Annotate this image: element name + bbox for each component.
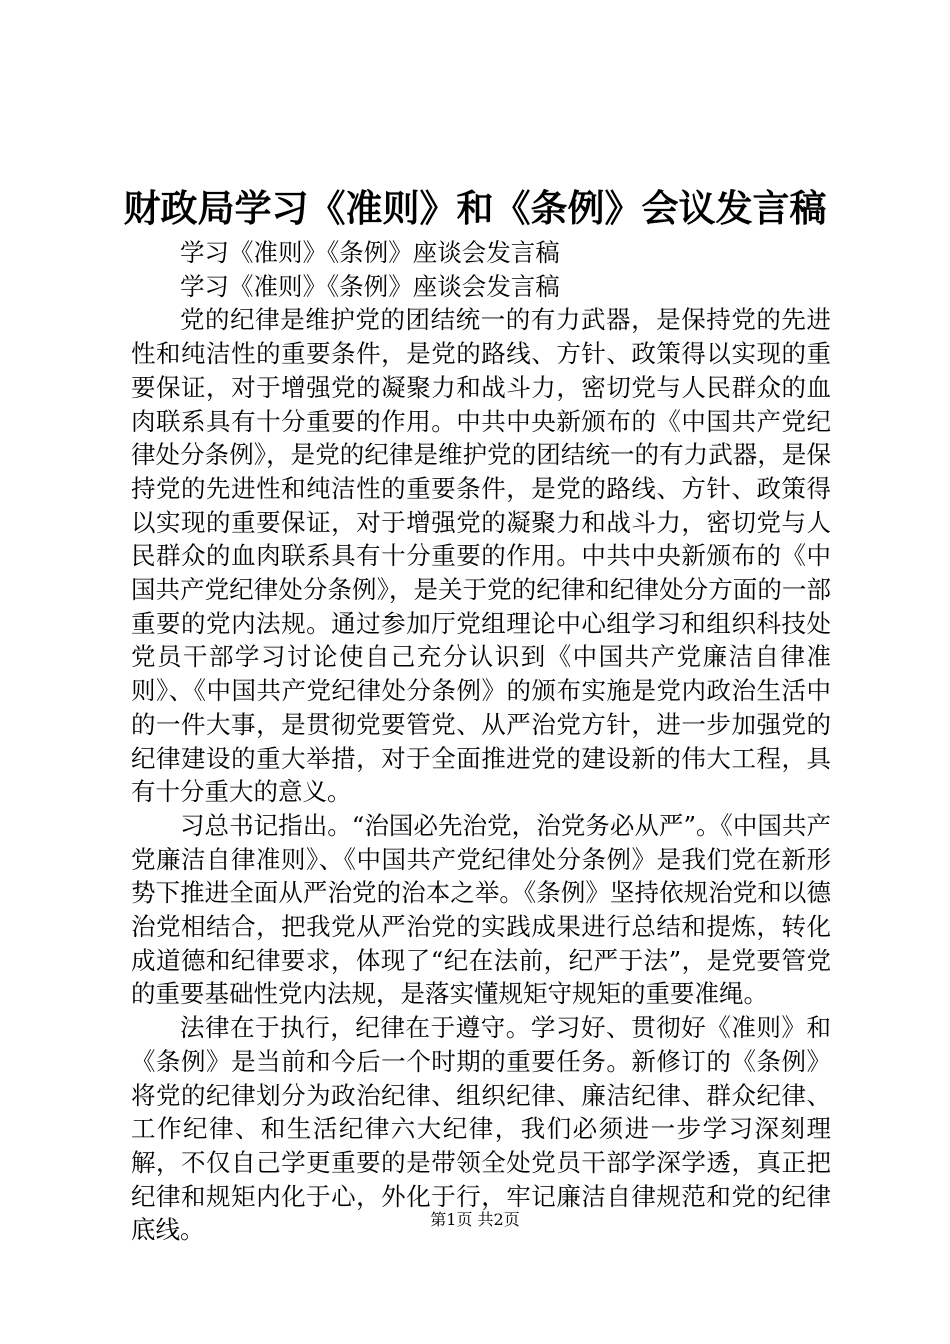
subtitle-line: 学习《准则》《条例》座谈会发言稿: [180, 238, 560, 267]
body-paragraph: 法律在于执行，纪律在于遵守。学习好、贯彻好《准则》和《条例》是当前和今后一个时期的重要任务。新修订的《条例》将党的纪律划分为政治纪律、组织纪律、廉洁纪律、群众纪律、工作纪律、和生活纪律六大纪律，我们必须进一步学习深刻理解，不仅自己学更重要的是带领全处党员干部学深学透，真正把纪律和规矩内化于心，外化于行，牢记廉洁自律规范和党的纪律底线。: [131, 1013, 831, 1245]
document-body: [131, 236, 831, 1247]
body-paragraph: 党的纪律是维护党的团结统一的有力武器，是保持党的先进性和纯洁性的重要条件，是党的路线、方针、政策得以实现的重要保证，对于增强党的凝聚力和战斗力，密切党与人民群众的血肉联系具有十分重要的作用。中共中央新颁布的《中国共产党纪律处分条例》，是党的纪律是维护党的团结统一的有力武器，是保持党的先进性和纯洁性的重要条件，是党的路线、方针、政策得以实现的重要保证，对于增强党的凝聚力和战斗力，密切党与人民群众的血肉联系具有十分重要的作用。中共中央新颁布的《中国共产党纪律处分条例》，是关于党的纪律和纪律处分方面的一部重要的党内法规。通过参加厅党组理论中心组学习和组织科技处党员干部学习讨论使自己充分认识到《中国共产党廉洁自律准则》、《中国共产党纪律处分条例》的颁布实施是党内政治生活中的一件大事，是贯彻党要管党、从严治党方针，进一步加强党的纪律建设的重大举措，对于全面推进党的建设新的伟大工程，具有十分重大的意义。: [131, 305, 831, 807]
document-title: 财政局学习《准则》和《条例》会议发言稿: [123, 186, 827, 230]
subtitle-line: 学习《准则》《条例》座谈会发言稿: [180, 271, 560, 301]
page-footer: 第1页 共2页: [430, 1210, 520, 1229]
body-paragraph: 习总书记指出。“治国必先治党，治党务必从严”。《中国共产党廉洁自律准则》、《中国共产党纪律处分条例》是我们党在新形势下推进全面从严治党的治本之举。《条例》坚持依规治党和以德治党相结合，把我党从严治党的实践成果进行总结和提炼，转化成道德和纪律要求，体现了“纪在法前，纪严于法”，是党要管党的重要基础性党内法规，是落实懂规矩守规矩的重要准绳。: [131, 810, 831, 1009]
